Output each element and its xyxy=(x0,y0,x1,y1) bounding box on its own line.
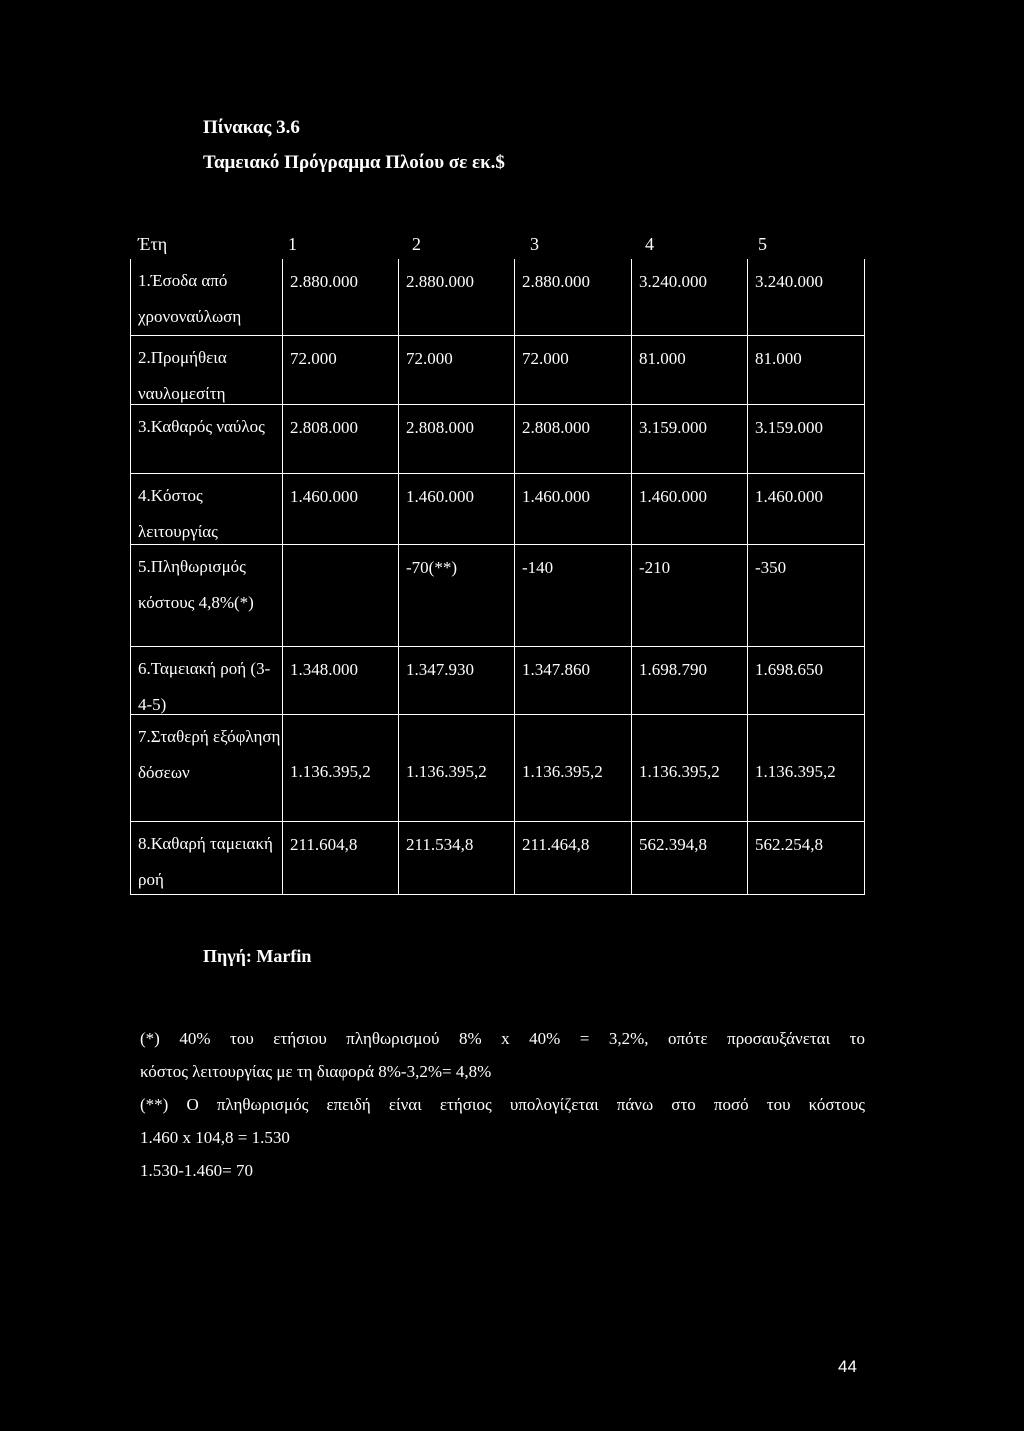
table-row xyxy=(131,646,864,714)
table-row xyxy=(131,473,864,544)
row-label: 3.Καθαρός ναύλος xyxy=(138,417,265,436)
row-label: 8.Καθαρή ταμειακή ροή xyxy=(138,834,273,889)
year-header: 5 xyxy=(758,234,767,254)
table-cell: 1.136.395,2 xyxy=(631,715,747,821)
table-cell: 211.534,8 xyxy=(398,822,514,894)
table-cell: 1.698.790 xyxy=(631,647,747,714)
source-note: Πηγή: Marfin xyxy=(203,946,312,966)
table-cell: -210 xyxy=(631,545,747,646)
table-cell: -140 xyxy=(514,545,631,646)
table-cell: 1.347.930 xyxy=(398,647,514,714)
table-cell: 2.880.000 xyxy=(398,259,514,335)
table-cell: 3.240.000 xyxy=(747,259,864,335)
year-header: 3 xyxy=(530,234,539,254)
table-cell: 1.136.395,2 xyxy=(282,715,398,821)
cash-flow-table xyxy=(130,226,865,895)
footnote-line: κόστος λειτουργίας με τη διαφορά 8%-3,2%= 4,8% xyxy=(140,1062,492,1081)
table-cell: 211.464,8 xyxy=(514,822,631,894)
table-cell: 2.808.000 xyxy=(514,405,631,473)
table-cell: 1.136.395,2 xyxy=(514,715,631,821)
table-cell: 72.000 xyxy=(398,336,514,404)
table-cell: 211.604,8 xyxy=(282,822,398,894)
table-cell: 1.347.860 xyxy=(514,647,631,714)
row-label: 5.Πληθωρισμός κόστους 4,8%(*) xyxy=(138,557,254,612)
table-cell: 562.254,8 xyxy=(747,822,864,894)
table-row xyxy=(131,714,864,821)
years-header: Έτη xyxy=(138,234,168,254)
table-title: Ταμειακό Πρόγραμμα Πλοίου σε εκ.$ xyxy=(203,152,505,173)
table-cell: 81.000 xyxy=(747,336,864,404)
table-cell: -70(**) xyxy=(398,545,514,646)
table-cell: 1.460.000 xyxy=(747,474,864,544)
year-header: 1 xyxy=(288,234,297,254)
footnote-line: (**) Ο πληθωρισμός επειδή είναι ετήσιος υπολογίζεται πάνω στο ποσό του κόστους xyxy=(140,1095,865,1114)
row-label: 1.Έσοδα από χρονοναύλωση xyxy=(138,271,242,326)
table-cell: 1.460.000 xyxy=(514,474,631,544)
row-label: 2.Προμήθεια ναυλομεσίτη xyxy=(138,348,227,403)
table-cell xyxy=(282,545,398,646)
table-cell: 1.136.395,2 xyxy=(398,715,514,821)
table-cell: 1.460.000 xyxy=(282,474,398,544)
table-cell: 3.159.000 xyxy=(747,405,864,473)
table-body xyxy=(130,259,865,895)
table-cell: 72.000 xyxy=(282,336,398,404)
table-cell: 2.880.000 xyxy=(282,259,398,335)
year-header: 2 xyxy=(412,234,421,254)
table-cell: 1.460.000 xyxy=(398,474,514,544)
footnote-line: 1.460 x 104,8 = 1.530 xyxy=(140,1128,290,1147)
row-label: 7.Σταθερή εξόφληση δόσεων xyxy=(138,727,281,782)
table-row xyxy=(131,404,864,473)
table-row xyxy=(131,335,864,404)
table-cell: 2.880.000 xyxy=(514,259,631,335)
table-cell: 1.460.000 xyxy=(631,474,747,544)
row-label: 6.Ταμειακή ροή (3-4-5) xyxy=(138,659,271,714)
page-number: 44 xyxy=(838,1357,857,1376)
table-row xyxy=(131,259,864,335)
table-cell: 2.808.000 xyxy=(398,405,514,473)
footnote-line: (*) 40% του ετήσιου πληθωρισμού 8% x 40% = 3,2%, οπότε προσαυξάνεται το xyxy=(140,1029,865,1048)
table-row xyxy=(131,821,864,894)
table-cell: 1.348.000 xyxy=(282,647,398,714)
table-header-row xyxy=(130,226,865,259)
table-cell: 72.000 xyxy=(514,336,631,404)
table-cell: 3.240.000 xyxy=(631,259,747,335)
footnotes xyxy=(140,1022,865,1187)
year-header: 4 xyxy=(645,234,654,254)
table-cell: 81.000 xyxy=(631,336,747,404)
table-cell: 1.136.395,2 xyxy=(747,715,864,821)
table-row xyxy=(131,544,864,646)
table-cell: -350 xyxy=(747,545,864,646)
footnote-line: 1.530-1.460= 70 xyxy=(140,1161,253,1180)
table-cell: 1.698.650 xyxy=(747,647,864,714)
table-cell: 562.394,8 xyxy=(631,822,747,894)
table-number: Πίνακας 3.6 xyxy=(203,117,300,138)
row-label: 4.Κόστος λειτουργίας xyxy=(138,486,218,541)
table-cell: 3.159.000 xyxy=(631,405,747,473)
table-cell: 2.808.000 xyxy=(282,405,398,473)
